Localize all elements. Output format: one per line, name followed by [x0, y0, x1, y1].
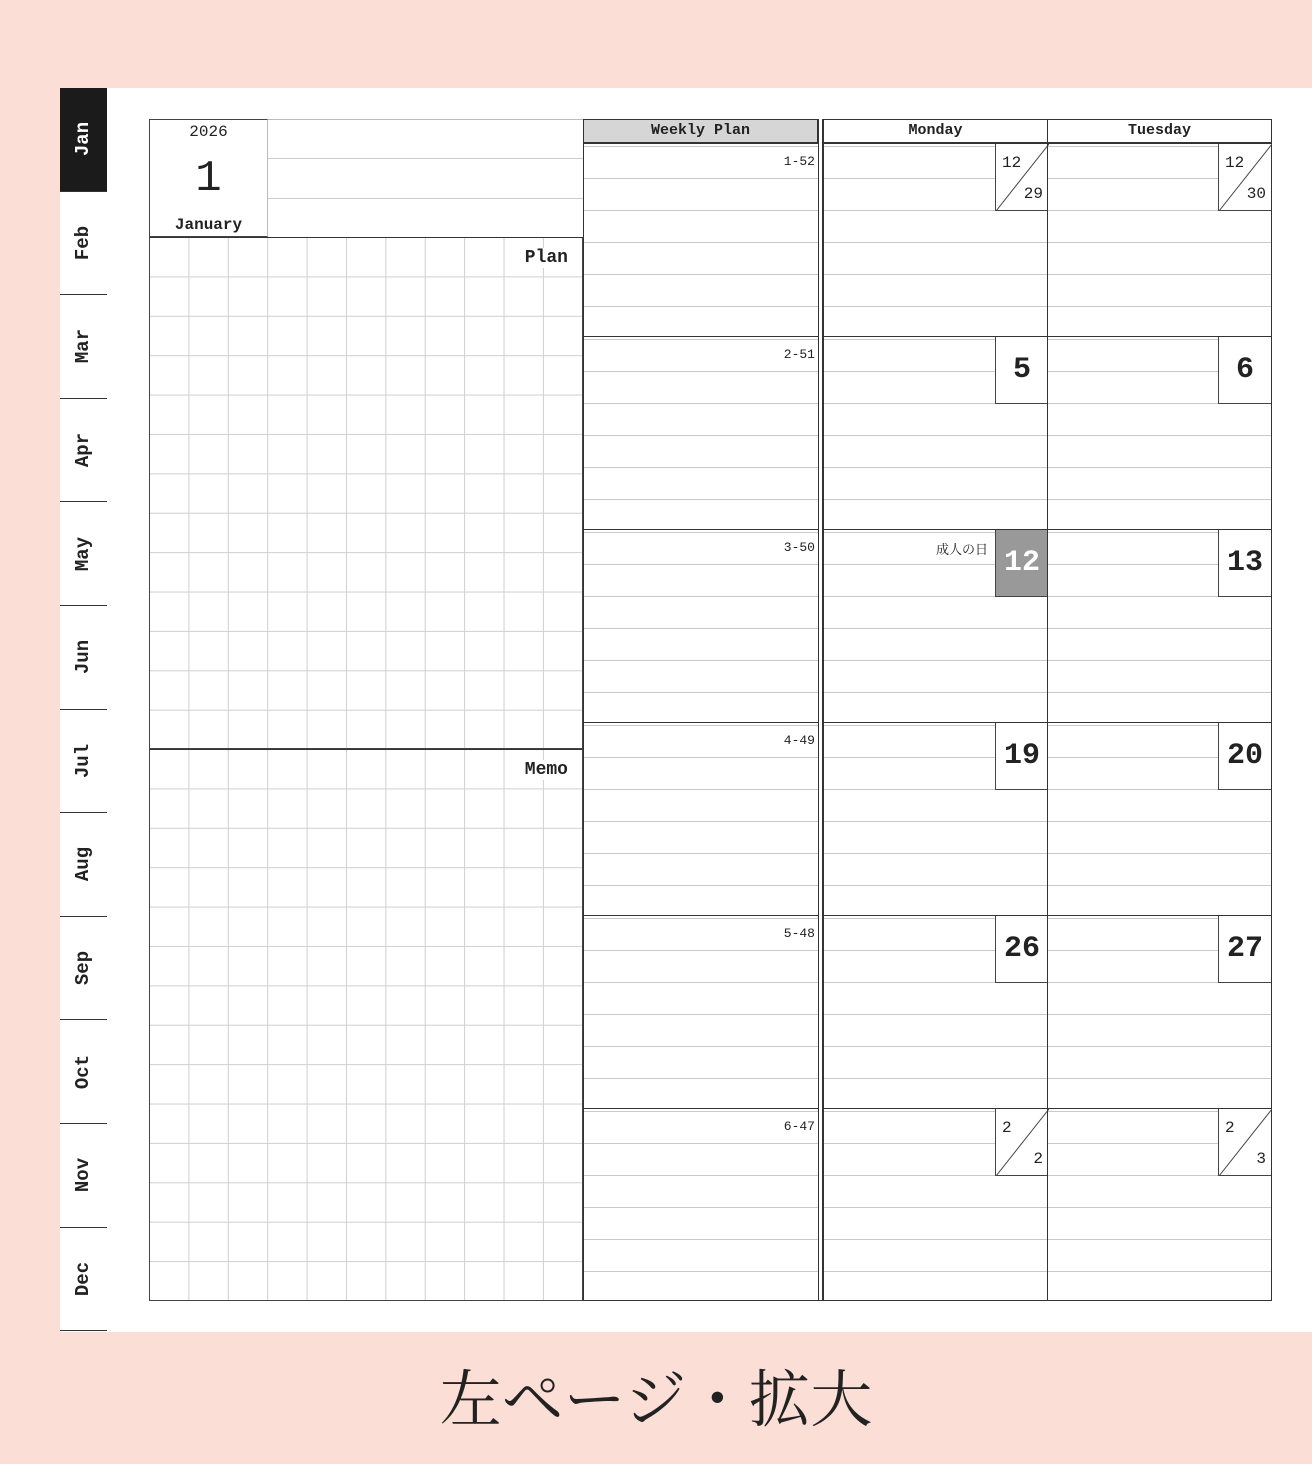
weekly-table: [583, 119, 1272, 1301]
weekly-plan-cell[interactable]: [583, 529, 818, 722]
monday-cell[interactable]: [823, 143, 1048, 336]
tab-sep[interactable]: [60, 917, 107, 1021]
week-row: [583, 143, 1272, 336]
tuesday-header: Tuesday: [1047, 119, 1272, 143]
weekly-plan-cell[interactable]: [583, 1108, 818, 1301]
weekly-plan-cell[interactable]: [583, 143, 818, 336]
week-number: 4-49: [783, 733, 815, 748]
tab-label: Dec: [72, 1261, 95, 1296]
tuesday-cell[interactable]: [1047, 722, 1272, 915]
week-row: [583, 722, 1272, 915]
prev-next-month-date: [1218, 1109, 1271, 1176]
column-divider: [818, 119, 823, 1301]
date-number: 19: [995, 723, 1048, 790]
week-row: [583, 336, 1272, 529]
plan-label: Plan: [524, 248, 568, 268]
holiday-name: 成人の日: [936, 539, 988, 558]
week-row: [583, 529, 1272, 722]
tab-label: Nov: [72, 1158, 95, 1193]
tab-apr[interactable]: [60, 399, 107, 503]
week-number: 1-52: [783, 154, 815, 169]
monday-cell[interactable]: [823, 915, 1048, 1108]
tab-feb[interactable]: [60, 192, 107, 296]
tab-dec[interactable]: [60, 1228, 107, 1332]
monday-cell[interactable]: [823, 336, 1048, 529]
date-number: 26: [995, 916, 1048, 983]
prev-next-month-date: [995, 144, 1048, 211]
caption: 左ページ・拡大: [439, 1363, 873, 1436]
tab-mar[interactable]: [60, 295, 107, 399]
tuesday-cell[interactable]: [1047, 143, 1272, 336]
tab-label: Jan: [72, 122, 95, 157]
weekly-plan-header: Weekly Plan: [583, 119, 818, 143]
week-number: 6-47: [783, 1119, 815, 1134]
week-number: 2-51: [783, 347, 815, 362]
date-month: 12: [1002, 154, 1022, 172]
week-row: [583, 1108, 1272, 1301]
tab-oct[interactable]: [60, 1020, 107, 1124]
prev-next-month-date: [995, 1109, 1048, 1176]
date-day: 3: [1256, 1150, 1266, 1168]
date-number: 20: [1218, 723, 1271, 790]
monday-cell[interactable]: [823, 1108, 1048, 1301]
tab-may[interactable]: [60, 502, 107, 606]
tab-aug[interactable]: [60, 813, 107, 917]
date-month: 2: [1002, 1119, 1012, 1137]
tab-label: Apr: [72, 432, 95, 468]
date-month: 12: [1225, 154, 1245, 172]
month-tabs: [60, 88, 107, 1332]
weekly-plan-cell[interactable]: [583, 915, 818, 1108]
tab-label: Oct: [72, 1054, 95, 1089]
tab-jul[interactable]: [60, 710, 107, 814]
date-day: 2: [1033, 1150, 1043, 1168]
tab-jan[interactable]: [60, 88, 107, 192]
prev-next-month-date: [1218, 144, 1271, 211]
tab-label: Feb: [72, 225, 95, 260]
week-number: 5-48: [783, 926, 815, 941]
month-number: 1: [195, 154, 222, 204]
date-number: 5: [995, 337, 1048, 404]
year-label: 2026: [189, 123, 228, 141]
date-number: 27: [1218, 916, 1271, 983]
tab-jun[interactable]: [60, 606, 107, 710]
month-name: January: [174, 216, 243, 234]
monday-cell[interactable]: [823, 722, 1048, 915]
tab-label: Jul: [72, 743, 95, 778]
date-month: 2: [1225, 1119, 1235, 1137]
week-number: 3-50: [783, 540, 815, 555]
tuesday-cell[interactable]: [1047, 529, 1272, 722]
date-day: 29: [1023, 185, 1043, 203]
tab-label: Aug: [72, 847, 95, 882]
tab-label: Jun: [72, 640, 95, 675]
memo-grid[interactable]: [149, 749, 583, 1301]
header-notes-lines[interactable]: [268, 119, 583, 237]
date-day: 30: [1246, 185, 1266, 203]
tuesday-cell[interactable]: [1047, 1108, 1272, 1301]
holiday-date: 12: [995, 530, 1048, 597]
tuesday-cell[interactable]: [1047, 915, 1272, 1108]
tab-label: Sep: [72, 950, 95, 986]
date-number: 6: [1218, 337, 1271, 404]
month-header: [149, 119, 268, 237]
date-number: 13: [1218, 530, 1271, 597]
planner-page: [60, 88, 1312, 1332]
plan-grid[interactable]: [149, 237, 583, 749]
weekly-plan-cell[interactable]: [583, 722, 818, 915]
monday-header: Monday: [823, 119, 1048, 143]
monday-cell[interactable]: [823, 529, 1048, 722]
memo-label: Memo: [524, 760, 568, 780]
tuesday-cell[interactable]: [1047, 336, 1272, 529]
tab-nov[interactable]: [60, 1124, 107, 1228]
week-row: [583, 915, 1272, 1108]
tab-label: May: [72, 536, 95, 571]
table-bottom-border: [583, 1300, 1272, 1301]
weekly-plan-cell[interactable]: [583, 336, 818, 529]
tab-label: Mar: [72, 329, 95, 364]
